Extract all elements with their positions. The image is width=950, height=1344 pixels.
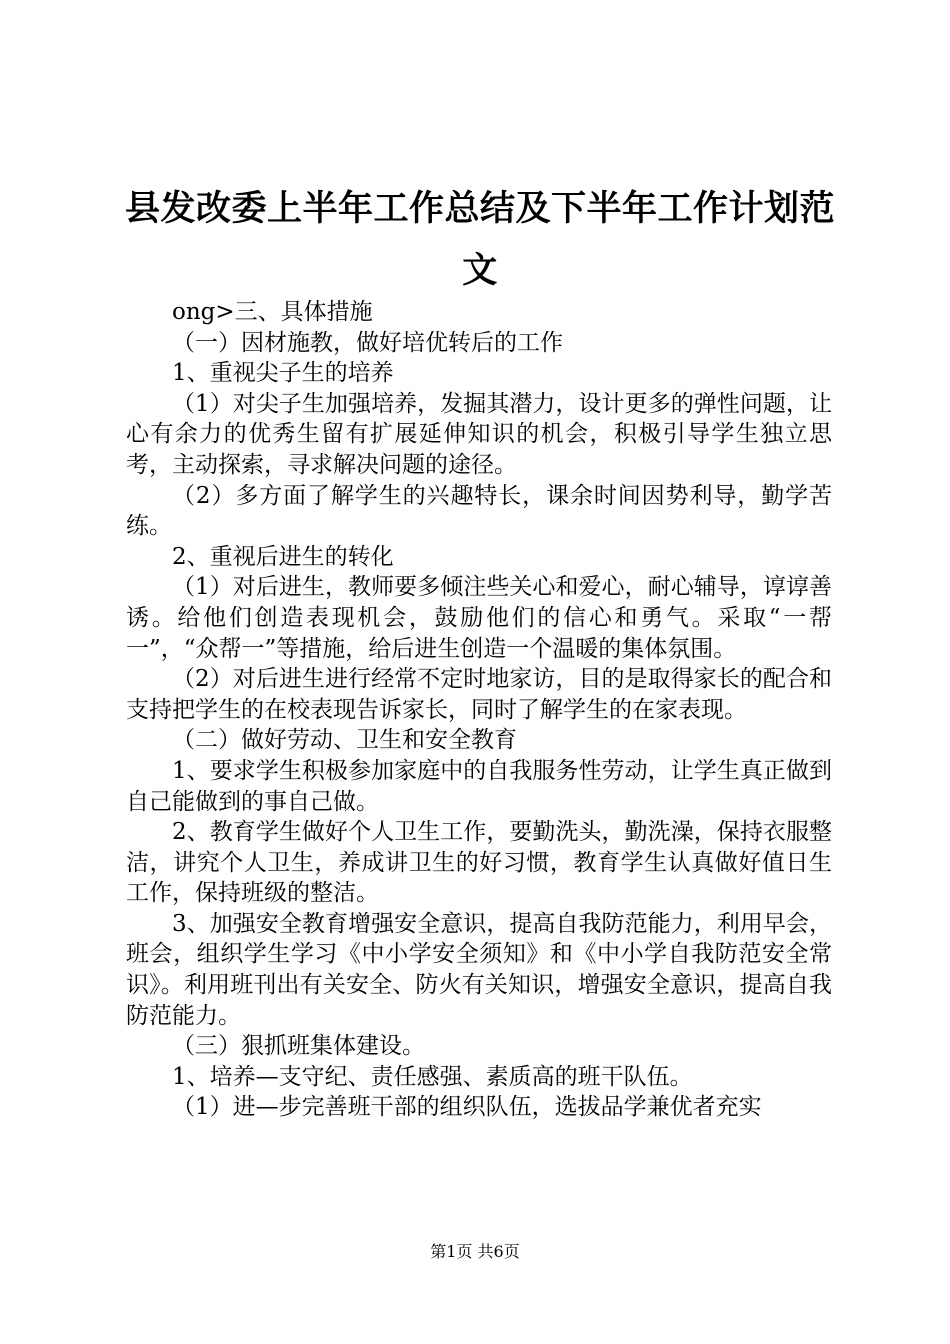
paragraph: （一）因材施教，做好培优转后的工作 bbox=[172, 329, 563, 356]
paragraph: 2、教育学生做好个人卫生工作，要勤洗头，勤洗澡，保持衣服整洁，讲究个人卫生，养成讲卫生的好习惯，教育学生认真做好值日生工作，保持班级的整洁。 bbox=[126, 819, 832, 907]
paragraph: 3、加强安全教育增强安全意识，提高自我防范能力，利用早会，班会，组织学生学习《中小学安全须知》和《中小学自我防范安全常识》。利用班刊出有关安全、防火有关知识，增强安全意识，提高自我防范能力。 bbox=[126, 910, 832, 1029]
paragraph: 1、重视尖子生的培养 bbox=[172, 360, 394, 387]
paragraph: （1）对后进生，教师要多倾注些关心和爱心，耐心辅导，谆谆善诱。给他们创造表现机会，鼓励他们的信心和勇气。采取“一帮一”，“众帮一”等措施，给后进生创造一个温暖的集体氛围。 bbox=[126, 574, 832, 662]
paragraph: （1）对尖子生加强培养，发掘其潜力，设计更多的弹性问题，让心有余力的优秀生留有扩展延伸知识的机会，积极引导学生独立思考，主动探索，寻求解决问题的途径。 bbox=[126, 390, 832, 478]
paragraph: （三）狠抓班集体建设。 bbox=[172, 1033, 425, 1060]
paragraph: （2）多方面了解学生的兴趣特长，课余时间因势利导，勤学苦练。 bbox=[126, 482, 832, 540]
document-title: 县发改委上半年工作总结及下半年工作计划范文 bbox=[124, 189, 835, 291]
page-number-footer: 第1页 共6页 bbox=[430, 1242, 520, 1261]
paragraph: 1、要求学生积极参加家庭中的自我服务性劳动，让学生真正做到自己能做到的事自己做。 bbox=[126, 757, 832, 815]
paragraph: （1）进—步完善班干部的组织队伍，选拔品学兼优者充实 bbox=[172, 1094, 762, 1121]
paragraph: 1、培养—支守纪、责任感强、素质高的班干队伍。 bbox=[172, 1063, 693, 1090]
paragraph: （二）做好劳动、卫生和安全教育 bbox=[172, 727, 517, 754]
paragraph: ong>三、具体措施 bbox=[172, 299, 373, 325]
paragraph: 2、重视后进生的转化 bbox=[172, 543, 394, 570]
paragraph: （2）对后进生进行经常不定时地家访，目的是取得家长的配合和支持把学生的在校表现告诉家长，同时了解学生的在家表现。 bbox=[126, 666, 832, 723]
document-body bbox=[126, 297, 832, 1123]
